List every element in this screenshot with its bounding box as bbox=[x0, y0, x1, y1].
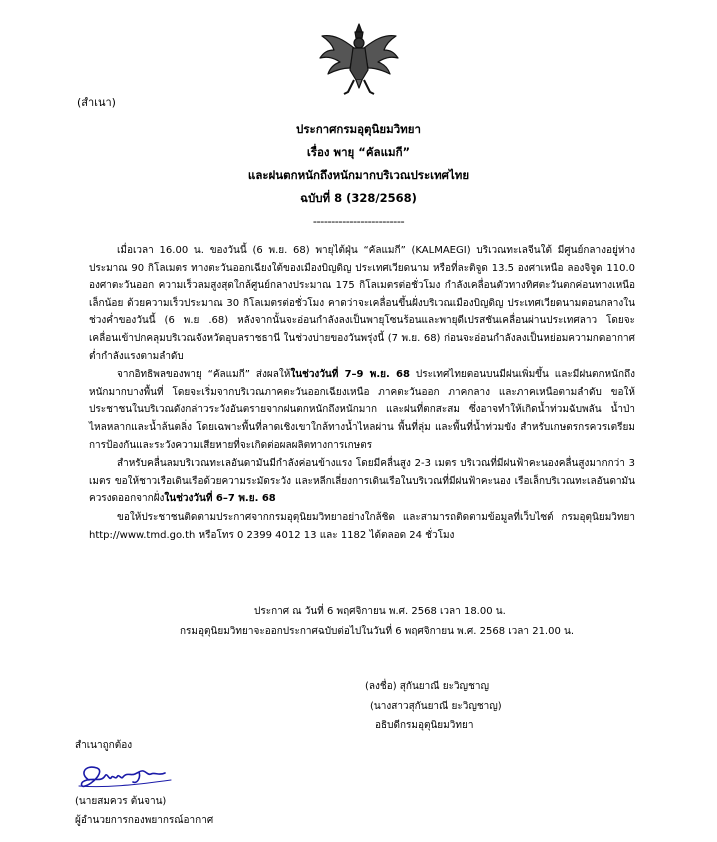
document-header bbox=[0, 118, 717, 233]
paragraph-sea-waves-dates: ในช่วงวันที่ 6–7 พ.ย. 68 bbox=[164, 493, 276, 505]
certifier-position: ผู้อำนวยการกองพยากรณ์อากาศ bbox=[75, 815, 214, 826]
subject-line-2: และฝนตกหนักถึงหนักมากบริเวณประเทศไทย bbox=[247, 168, 470, 182]
paragraph-sea-waves bbox=[89, 455, 635, 508]
paragraph-rain-impact-dates: ในช่วงวันที่ 7–9 พ.ย. 68 bbox=[290, 369, 410, 381]
paragraph-follow-updates: ขอให้ประชาชนติดตามประกาศจากกรมอุตุนิยมวิทยาอย่างใกล้ชิด และสามารถติดตามข้อมูลที่เว็บไซต์ กรมอุตุนิยมวิทยา http://www.tmd.go.th หรือโทร 0 2399 4012 13 และ 1182 ได้ตลอด 24 ชั่วโมง bbox=[89, 511, 635, 541]
paragraph-rain-impact-a: จากอิทธิพลของพายุ “คัลแมกี” ส่งผลให้ bbox=[117, 369, 291, 381]
paragraph-sea-waves-a: สำหรับคลื่นลมบริเวณทะเลอันดามันมีกำลังค่อนข้างแรง โดยมีคลื่นสูง 2-3 เมตร บริเวณที่มีฝนฟ้าคะนองคลื่นสูงมากกว่า 3 เมตร ขอให้ชาวเรือเดินเรือด้วยความระมัดระวัง และหลีกเลี่ยงการเดินเรือในบริเวณที่มีฝนฟ้าคะนอง เรือเล็กบริเวณทะเลอันดามันควรงดออกจากฝั่ง bbox=[89, 458, 635, 505]
copy-mark: (สำเนา) bbox=[77, 96, 116, 109]
signatory-block bbox=[365, 677, 685, 736]
paragraph-rain-impact bbox=[89, 366, 635, 454]
announcement-date-block bbox=[180, 602, 660, 642]
paragraph-storm-position: เมื่อเวลา 16.00 น. ของวันนี้ (6 พ.ย. 68) พายุไต้ฝุ่น “คัลแมกี” (KALMAEGI) บริเวณทะเลจีนใต้ มีศูนย์กลางอยู่ห่างประมาณ 90 กิโลเมตร ทางตะวันออกเฉียงใต้ของเมืองบิญดิญ ประเทศเวียดนาม หรือที่ละติจูด 13.5 องศาเหนือ ลองจิจูด 110.0 องศาตะวันออก ความเร็วลมสูงสุดใกล้ศูนย์กลางประมาณ 175 กิโลเมตรต่อชั่วโมง กำลังเคลื่อนตัวทางทิศตะวันตกค่อนทางเหนือเล็กน้อย ด้วยความเร็วประมาณ 30 กิโลเมตรต่อชั่วโมง คาดว่าจะเคลื่อนขึ้นฝั่งบริเวณเมืองบิญดิญ ประเทศเวียดนามตอนกลางในช่วงค่ำของวันนี้ (6 พ.ย .68) หลังจากนั้นจะอ่อนกำลังลงเป็นพายุโซนร้อนและพายุดีเปรสชันเคลื่อนผ่านประเทศลาว โดยจะเคลื่อนเข้าปกคลุมบริเวณจังหวัดอุบลราชธานี ในช่วงบ่ายของวันพรุ่งนี้ (7 พ.ย. 68) ก่อนจะอ่อนกำลังลงเป็นหย่อมความกดอากาศต่ำกำลังแรงตามลำดับ bbox=[89, 245, 635, 362]
document-body bbox=[89, 242, 635, 544]
signatory-position: อธิบดีกรมอุตุนิยมวิทยา bbox=[375, 720, 474, 731]
next-announcement: กรมอุตุนิยมวิทยาจะออกประกาศฉบับต่อไปในวันที่ 6 พฤศจิกายน พ.ศ. 2568 เวลา 21.00 น. bbox=[180, 626, 575, 637]
issue-number: ฉบับที่ 8 (328/2568) bbox=[300, 191, 417, 205]
certified-copy-label: สำเนาถูกต้อง bbox=[75, 740, 133, 751]
page-title: ประกาศกรมอุตุนิยมวิทยา bbox=[296, 122, 421, 136]
certification-block bbox=[75, 736, 375, 831]
announcement-date: ประกาศ ณ วันที่ 6 พฤศจิกายน พ.ศ. 2568 เวลา 18.00 น. bbox=[254, 606, 506, 617]
paragraph-rain-impact-c: ประเทศไทยตอนบนมีฝนเพิ่มขึ้น และมีฝนตกหนักถึงหนักมากบางพื้นที่ โดยจะเริ่มจากบริเวณภาคตะวันออกเฉียงเหนือ ภาคตะวันออก ภาคกลาง และภาคเหนือตามลำดับ ขอให้ประชาชนในบริเวณดังกล่าวระวังอันตรายจากฝนตกหนักถึงหนักมาก และฝนที่ตกสะสม ซึ่งอาจทำให้เกิดน้ำท่วมฉับพลัน น้ำป่าไหลหลากและน้ำล้นตลิ่ง โดยเฉพาะพื้นที่ลาดเชิงเขาใกล้ทางน้ำไหลผ่าน พื้นที่ลุ่ม และพื้นที่น้ำท่วมขัง สำหรับเกษตรกรควรเตรียมการป้องกันและระวังความเสียหายที่จะเกิดต่อผลผลิตทางการเกษตร bbox=[89, 369, 635, 451]
header-divider: ------------------------- bbox=[312, 214, 405, 228]
signatory-full-name: (นางสาวสุกันยาณี ยะวิญชาญ) bbox=[370, 700, 502, 712]
signed-by: (ลงชื่อ) สุกันยาณี ยะวิญชาญ bbox=[365, 681, 489, 692]
subject-line: เรื่อง พายุ “คัลแมกี” bbox=[306, 145, 411, 159]
handwritten-signature-icon bbox=[75, 758, 185, 792]
certifier-name: (นายสมควร ต้นจาน) bbox=[75, 795, 167, 807]
garuda-emblem-icon bbox=[318, 22, 400, 96]
